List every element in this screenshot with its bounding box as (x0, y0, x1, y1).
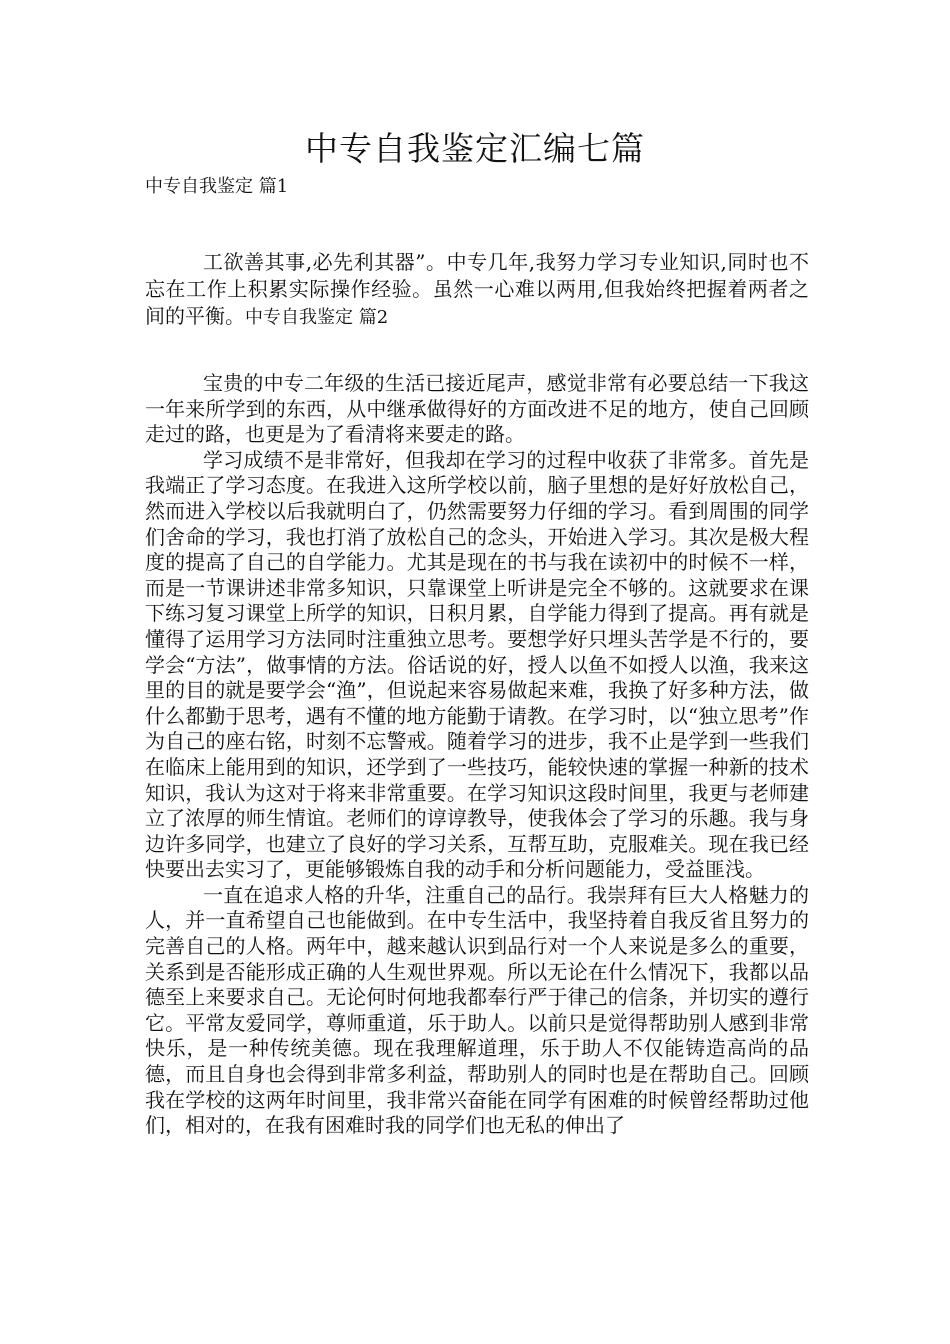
section-1-paragraph (145, 249, 809, 331)
document-title: 中专自我鉴定汇编七篇 (305, 129, 645, 168)
section-heading-2: 中专自我鉴定 篇2 (245, 307, 389, 328)
section-heading-1: 中专自我鉴定 篇1 (145, 176, 289, 197)
paragraph-text: 工欲善其事,必先利其器”。中专几年,我努力学习专业知识,同时也不忘在工作上积累实际操作经验。虽然一心难以两用,但我始终把握着两者之间的平衡。 (145, 250, 809, 328)
section-2-paragraph: 一直在追求人格的升华，注重自己的品行。我崇拜有巨大人格魅力的人，并一直希望自己也能做到。在中专生活中，我坚持着自我反省且努力的完善自己的人格。两年中，越来越认识到品行对一个人来说是多么的重要，关系到是否能形成正确的人生观世界观。所以无论在什么情况下，我都以品德至上来要求自己。无论何时何地我都奉行严于律己的信条，并切实的遵行它。平常友爱同学，尊师重道，乐于助人。以前只是觉得帮助别人感到非常快乐，是一种传统美德。现在我理解道理，乐于助人不仅能铸造高尚的品德，而且自身也会得到非常多利益，帮助别人的同时也是在帮助自己。回顾我在学校的这两年时间里，我非常兴奋能在同学有困难的时候曾经帮助过他们，相对的，在我有困难时我的同学们也无私的伸出了 (145, 882, 809, 1138)
section-1-body (145, 249, 809, 331)
section-2-paragraph: 学习成绩不是非常好，但我却在学习的过程中收获了非常多。首先是我端正了学习态度。在我进入这所学校以前，脑子里想的是好好放松自己，然而进入学校以后我就明白了，仍然需要努力仔细的学习。看到周围的同学们舍命的学习，我也打消了放松自己的念头，开始进入学习。其次是极大程度的提高了自己的自学能力。尤其是现在的书与我在读初中的时候不一样，而是一节课讲述非常多知识，只靠课堂上听讲是完全不够的。这就要求在课下练习复习课堂上所学的知识，日积月累，自学能力得到了提高。再有就是懂得了运用学习方法同时注重独立思考。要想学好只埋头苦学是不行的，要学会“方法”，做事情的方法。俗话说的好，授人以鱼不如授人以渔，我来这里的目的就是要学会“渔”，但说起来容易做起来难，我换了好多种方法，做什么都勤于思考，遇有不懂的地方能勤于请教。在学习时，以“独立思考”作为自己的座右铭，时刻不忘警戒。随着学习的进步，我不止是学到一些我们在临床上能用到的知识，还学到了一些技巧，能较快速的掌握一种新的技术知识，我认为这对于将来非常重要。在学习知识这段时间里，我更与老师建立了浓厚的师生情谊。老师们的谆谆教导，使我体会了学习的乐趣。我与身边许多同学，也建立了良好的学习关系，互帮互助，克服难关。现在我已经快要出去实习了，更能够锻炼自我的动手和分析问题能力，受益匪浅。 (145, 447, 809, 882)
section-2-body (145, 371, 809, 1139)
section-2-paragraph: 宝贵的中专二年级的生活已接近尾声，感觉非常有必要总结一下我这一年来所学到的东西，从中继承做得好的方面改进不足的地方，使自己回顾走过的路，也更是为了看清将来要走的路。 (145, 371, 809, 447)
